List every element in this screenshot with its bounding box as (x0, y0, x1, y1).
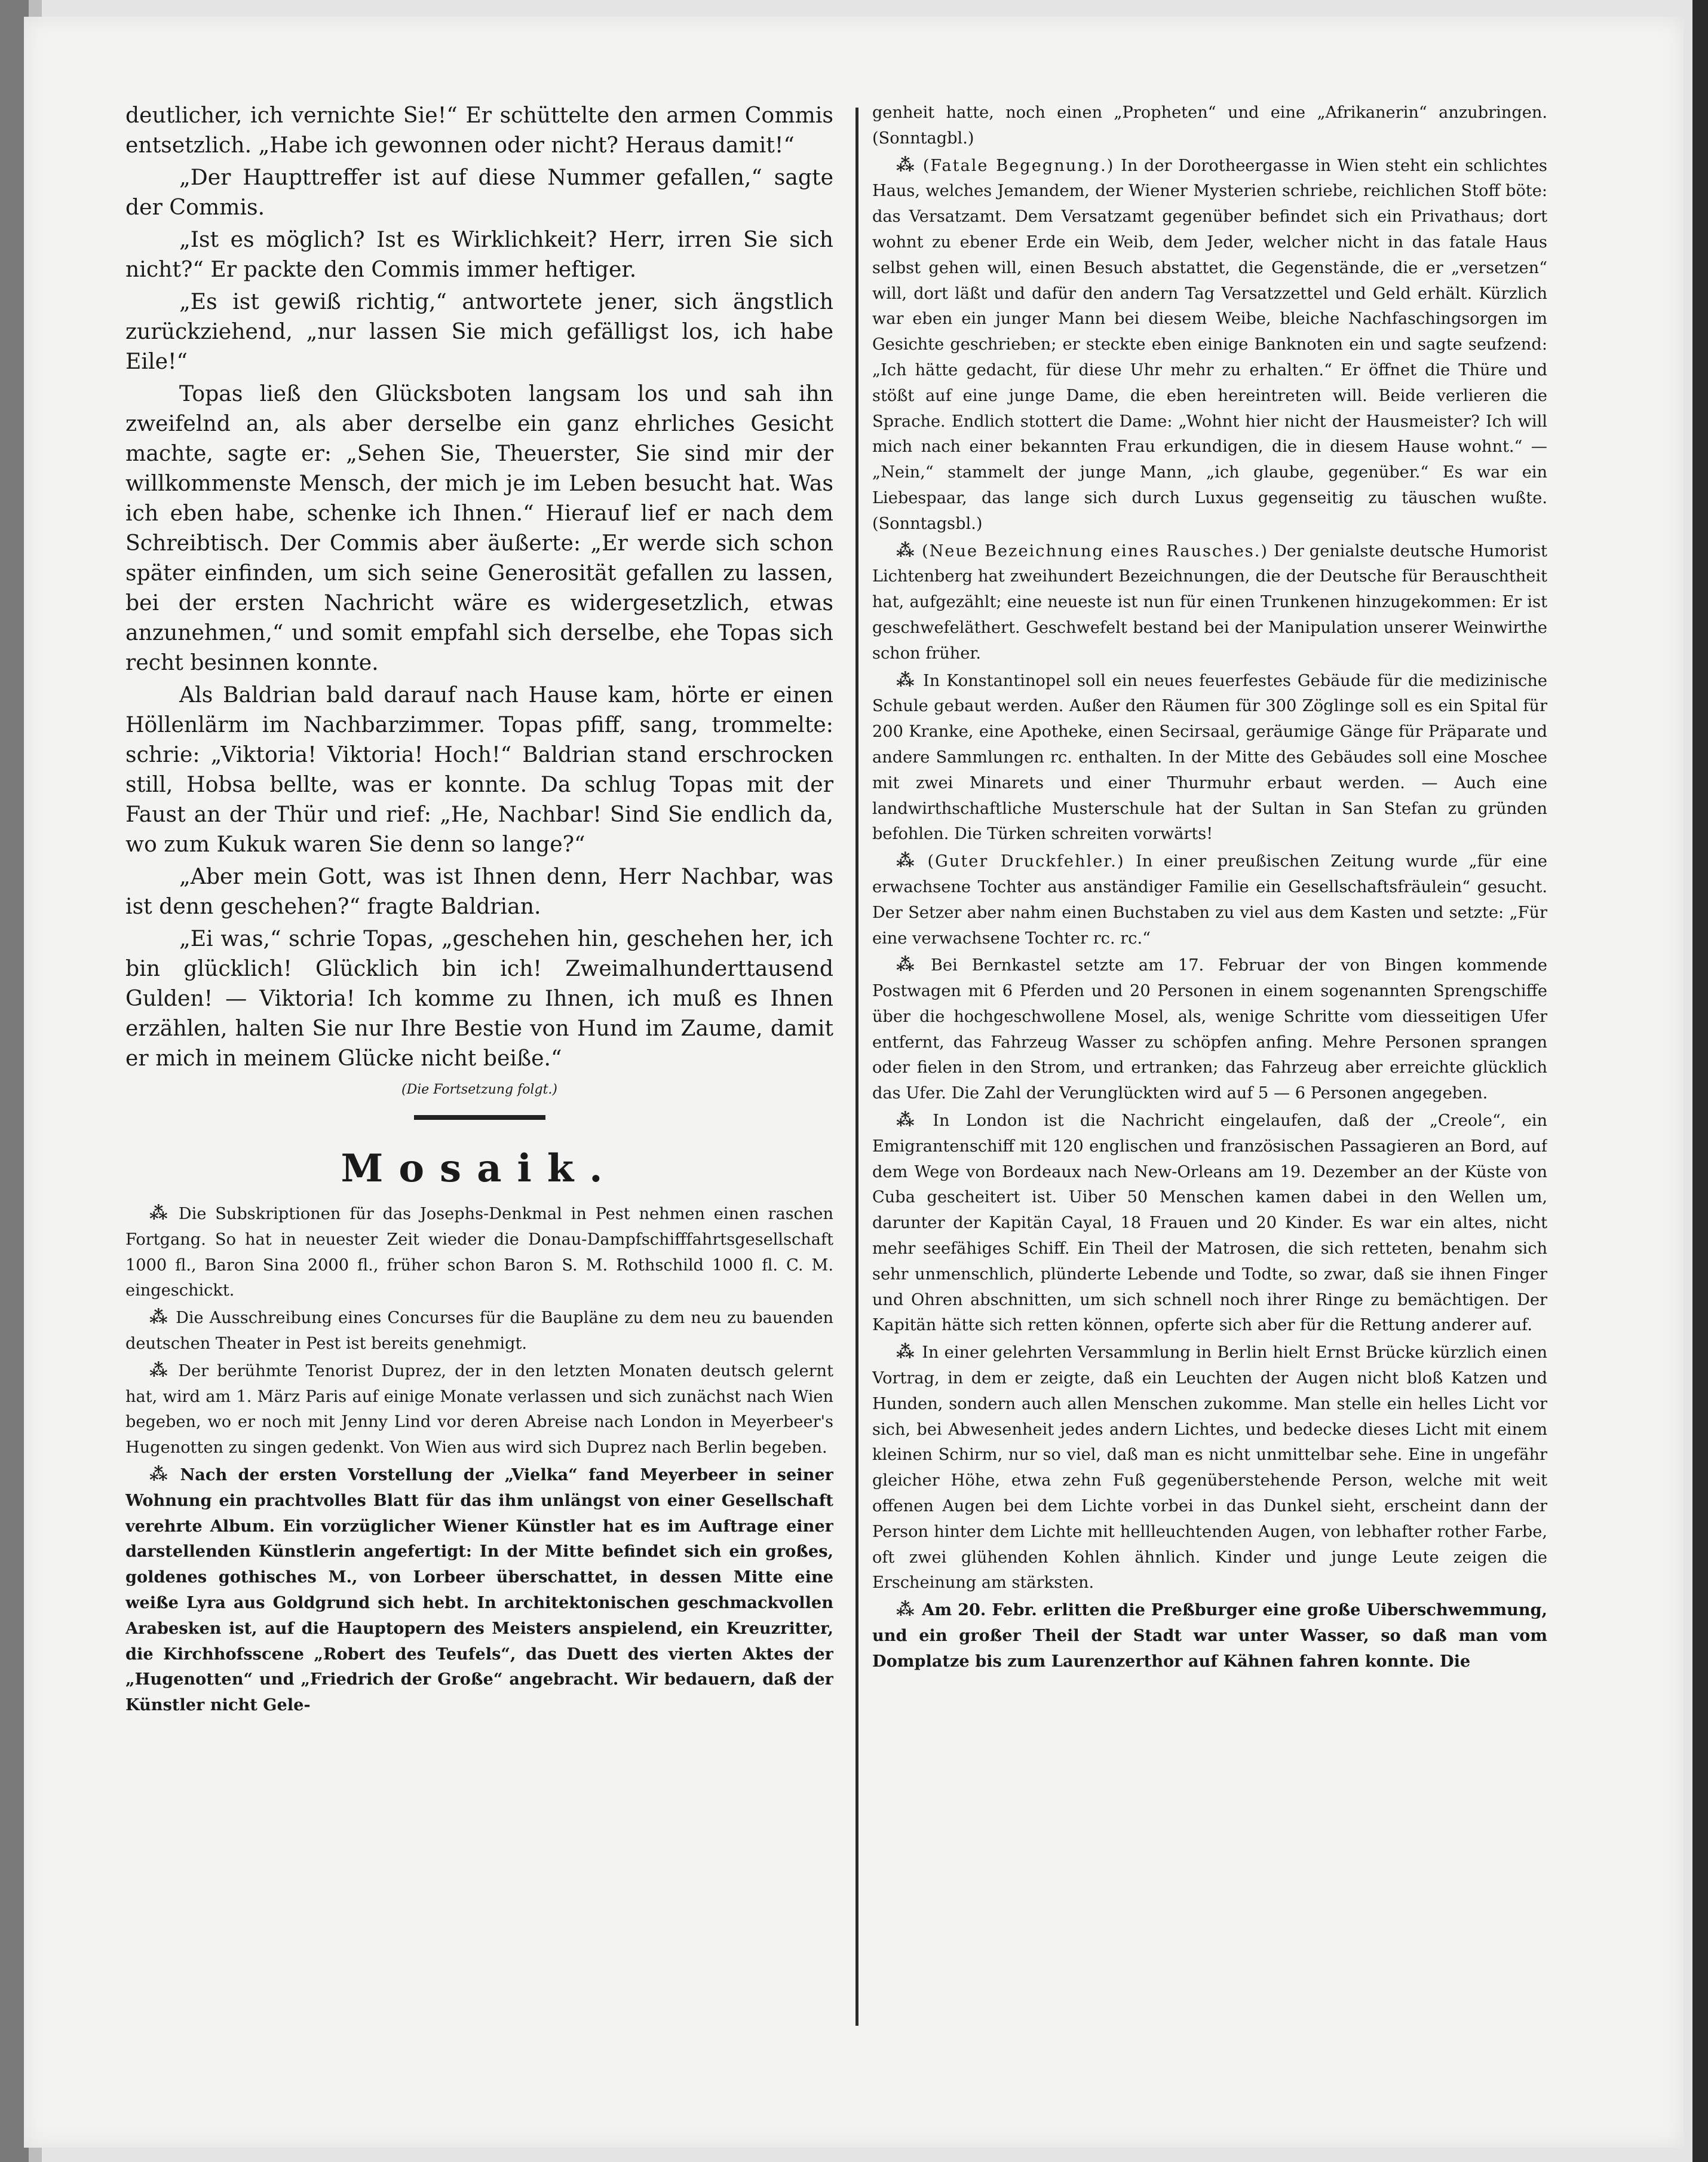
mosaic-item: ⁂ In einer gelehrten Versammlung in Berlin hielt Ernst Brücke kürzlich einen Vortrag, in dem er zeigte, daß ein Leuchten der Augen nicht bloß Katzen und Hunden, sondern auch allen Menschen zukomme. Man stelle ein helles Licht vor sich, bei Abwesenheit jedes andern Lichtes, und bedecke dieses Licht mit einem kleinen Schirm, nur so viel, daß man es nicht unmittelbar sehe. Eine in ungefähr gleicher Höhe, etwa zehn Fuß gegenüberstehende Person, welche mit weit offenen Augen bei dem Lichte vorbei in das Dunkel sieht, erscheint dann der Person hinter dem Lichte mit hellleuchtenden Augen, von lebhafter rother Farbe, oft zwei glühenden Kohlen ähnlich. Kinder und junge Leute zeigen die Erscheinung am stärksten. (872, 1342, 1547, 1593)
asterism-icon: ⁂ (149, 1463, 173, 1485)
story-paragraph: „Es ist gewiß richtig,“ antwortete jener, sich ängstlich zurückziehend, „nur lassen Sie mich gefälligst los, ich habe Eile!“ (125, 289, 833, 374)
asterism-icon: ⁂ (896, 1599, 915, 1621)
mosaic-item: ⁂ (Guter Druckfehler.) In einer preußischen Zeitung wurde „für eine erwachsene Tochter aus anständiger Familie ein Gesellschaftsfräulein“ gesucht. Der Setzer aber nahm einen Buchstaben zu viel aus dem Kasten und setzte: „Für eine verwachsene Tochter rc. rc.“ (872, 850, 1547, 948)
mosaic-item: ⁂ In Konstantinopel soll ein neues feuerfestes Gebäude für die medizinische Schule gebaut werden. Außer den Räumen für 300 Zöglinge soll es ein Spital für 200 Kranke, eine Apotheke, einen Secirsaal, geräumige Gänge für Präparate und andere Sammlungen rc. enthalten. In der Mitte des Gebäudes soll eine Moschee mit zwei Minarets und einer Thurmuhr erbaut werden. — Auch eine landwirthschaftliche Musterschule hat der Sultan in San Stefan zu gründen befohlen. Die Türken schreiten vorwärts! (872, 669, 1547, 844)
asterism-icon: ⁂ (896, 850, 921, 872)
entry-title: (Guter Druckfehler.) (927, 852, 1125, 871)
asterism-icon: ⁂ (896, 669, 916, 691)
mosaic-item: ⁂ Die Ausschreibung eines Concurses für die Baupläne zu dem neu zu bauenden deutschen Theater in Pest ist bereits genehmigt. (125, 1307, 833, 1353)
mosaic-item: ⁂ Am 20. Febr. erlitten die Preßburger eine große Uiberschwemmung, und ein großer Theil der Stadt war unter Wasser, so daß man vom Domplatze bis zum Laurenzerthor auf Kähnen fahren konnte. Die (872, 1599, 1547, 1671)
asterism-icon: ⁂ (149, 1203, 171, 1224)
mosaic-item: ⁂ Der berühmte Tenorist Duprez, der in den letzten Monaten deutsch gelernt hat, wird am 1. März Paris auf einige Monate verlassen und sich zunächst nach Wien begeben, wo er noch mit Jenny Lind vor deren Abreise nach London in Meyerbeer's Hugenotten zu singen gedenkt. Von Wien aus wird sich Duprez nach Berlin begeben. (125, 1359, 833, 1457)
asterism-icon: ⁂ (896, 1342, 915, 1363)
left-column (125, 100, 833, 2108)
scan-right-edge (1692, 0, 1708, 2162)
story-paragraph: deutlicher, ich vernichte Sie!“ Er schüttelte den armen Commis entsetzlich. „Habe ich gewonnen oder nicht? Heraus damit!“ (125, 102, 833, 158)
asterism-icon: ⁂ (149, 1307, 169, 1328)
section-heading: Mosaik. (341, 1146, 618, 1191)
continuation-note: (Die Fortsetzung folgt.) (401, 1082, 557, 1097)
mosaic-item: ⁂ (Fatale Begegnung.) In der Dorotheergasse in Wien steht ein schlichtes Haus, welches Jemandem, der Wiener Mysterien schriebe, reichlichen Stoff böte: das Versatzamt. Dem Versatzamt gegenüber befindet sich ein Privathaus; dort wohnt zu ebener Erde ein Weib, dem Jeder, welcher nicht in das fatale Haus selbst gehen will, einen Besuch abstattet, die Gegenstände, die er „versetzen“ will, dort läßt und dafür den andern Tag Versatzzettel und Geld erhält. Kürzlich war eben ein junger Mann bei diesem Weibe, bleiche Nachfaschingsorgen im Gesichte geschrieben; er steckte eben einige Banknoten ein und sagte seufzend: „Ich hätte gedacht, für diese Uhr mehr zu erhalten.“ Er öffnet die Thüre und stößt auf eine junge Dame, die eben hereintreten will. Beide verlieren die Sprache. Endlich stottert die Dame: „Wohnt hier nicht der Hausmeister? Ich will mich nach einer bekannten Frau erkundigen, die in diesem Hause wohnt.“ — „Nein,“ stammelt der junge Mann, „ich glaube, gegenüber.“ Es war ein Liebespaar, das lange sich durch Luxus gegenseitig zu täuschen wußte. (Sonntagsbl.) (872, 154, 1547, 533)
mosaic-item: ⁂ Nach der ersten Vorstellung der „Vielka“ fand Meyerbeer in seiner Wohnung ein prachtvolles Blatt für das ihm unlängst von einer Gesellschaft verehrte Album. Ein vorzüglicher Wiener Künstler hat es im Auftrage einer darstellenden Künstlerin angefertigt: In der Mitte befindet sich ein großes, goldenes gothisches M., von Lorbeer überschattet, in dessen Mitte eine weiße Lyra aus Goldgrund sich hebt. In architektonischen geschmackvollen Arabesken ist, auf die Hauptopern des Meisters anspielend, ein Kreuzritter, die Kirchhofsscene „Robert des Teufels“, das Duett des vierten Aktes der „Hugenotten“ und „Friedrich der Große“ angebracht. Wir bedauern, daß der Künstler nicht Gele- (125, 1463, 833, 1715)
column-divider (855, 108, 858, 2026)
story-paragraph: „Ei was,“ schrie Topas, „geschehen hin, geschehen her, ich bin glücklich! Glücklich bin ich! Zweimalhunderttausend Gulden! — Viktoria! Ich komme zu Ihnen, ich muß es Ihnen erzählen, halten Sie nur Ihre Bestie von Hund im Zaume, damit er mich in meinem Glücke nicht beiße.“ (125, 926, 833, 1071)
story-paragraph: „Ist es möglich? Ist es Wirklichkeit? Herr, irren Sie sich nicht?“ Er packte den Commis immer heftiger. (125, 226, 833, 282)
mosaic-item: ⁂ Bei Bernkastel setzte am 17. Februar der von Bingen kommende Postwagen mit 6 Pferden und 20 Personen in einem sogenannten Sprengschiffe über die hochgeschwollene Mosel, als, wenige Schritte vom diesseitigen Ufer entfernt, das Fahrzeug Wasser zu schöpfen anfing. Mehre Personen sprangen oder fielen in den Strom, und ertranken; das Fahrzeug aber erreichte glücklich das Ufer. Die Zahl der Verunglückten wird auf 5 — 6 Personen angegeben. (872, 954, 1547, 1103)
asterism-icon: ⁂ (896, 154, 916, 176)
right-column (872, 100, 1547, 2108)
story-paragraph: Als Baldrian bald darauf nach Hause kam, hörte er einen Höllenlärm im Nachbarzimmer. Topas pfiff, sang, trommelte: schrie: „Viktoria! Viktoria! Hoch!“ Baldrian stand erschrocken still, Hobsa bellte, was er konnte. Da schlug Topas mit der Faust an der Thür und rief: „He, Nachbar! Sind Sie endlich da, wo zum Kukuk waren Sie denn so lange?“ (125, 682, 833, 857)
mosaic-item: ⁂ (Neue Bezeichnung eines Rausches.) Der genialste deutsche Humorist Lichtenberg hat zweihundert Bezeichnungen, die der Deutsche für Berauschtheit hat, aufgezählt; eine neueste ist nun für einen Trunkenen hinzugekommen: Er ist geschwefeläthert. Geschwefelt bestand bei der Manipulation unserer Weinwirthe schon früher. (872, 540, 1547, 663)
entry-title: (Neue Bezeichnung eines Rausches.) (922, 541, 1268, 561)
mosaic-item: ⁂ Die Subskriptionen für das Josephs-Denkmal in Pest nehmen einen raschen Fortgang. So hat in neuester Zeit wieder die Donau-Dampfschifffahrtsgesellschaft 1000 fl., Baron Sina 2000 fl., früher schon Baron S. M. Rothschild 1000 fl. C. M. eingeschickt. (125, 1203, 833, 1300)
mosaic-item: ⁂ In London ist die Nachricht eingelaufen, daß der „Creole“, ein Emigrantenschiff mit 120 englischen und französischen Passagieren an Bord, auf dem Wege von Bordeaux nach New-Orleans am 19. Dezember an der Küste von Cuba gescheitert ist. Uiber 50 Menschen kamen dabei in den Wellen um, darunter der Kapitän Cayal, 18 Frauen und 20 Kinder. Es war ein altes, nicht mehr seefähiges Schiff. Ein Theil der Matrosen, die sich retteten, benahm sich sehr unmenschlich, plünderte Lebende und Todte, so zwar, daß sie ihnen Finger und Ohren abschnitten, um sich schnell noch ihrer Ringe zu bemächtigen. Der Kapitän hätte sich retten können, opferte sich aber für die Rettung anderer auf. (872, 1110, 1547, 1335)
story-paragraph: Topas ließ den Glücksboten langsam los und sah ihn zweifelnd an, als aber derselbe ein ganz ehrliches Gesicht machte, sagte er: „Sehen Sie, Theuerster, Sie sind mir der willkommenste Mensch, der mich je im Leben besucht hat. Was ich eben habe, schenke ich Ihnen.“ Hierauf lief er nach dem Schreibtisch. Der Commis aber äußerte: „Er werde sich schon später einfinden, um sich seine Generosität gefallen zu lassen, bei der ersten Nachricht wäre es widergesetzlich, etwas anzunehmen,“ und somit empfahl sich derselbe, ehe Topas sich recht besinnen konnte. (125, 381, 833, 675)
asterism-icon: ⁂ (896, 540, 915, 561)
entry-title: (Fatale Begegnung.) (922, 156, 1115, 175)
story-paragraph: „Der Haupttreffer ist auf diese Nummer gefallen,“ sagte der Commis. (125, 164, 833, 220)
asterism-icon: ⁂ (896, 1110, 926, 1131)
mosaic-left (125, 1201, 833, 1718)
story-paragraph: „Aber mein Gott, was ist Ihnen denn, Herr Nachbar, was ist denn geschehen?“ fragte Baldrian. (125, 863, 833, 919)
asterism-icon: ⁂ (149, 1359, 171, 1381)
section-divider-rule (414, 1115, 545, 1120)
asterism-icon: ⁂ (896, 954, 924, 976)
continued-text: genheit hatte, noch einen „Propheten“ und eine „Afrikanerin“ anzubringen. (Sonntagbl.) (872, 103, 1547, 148)
